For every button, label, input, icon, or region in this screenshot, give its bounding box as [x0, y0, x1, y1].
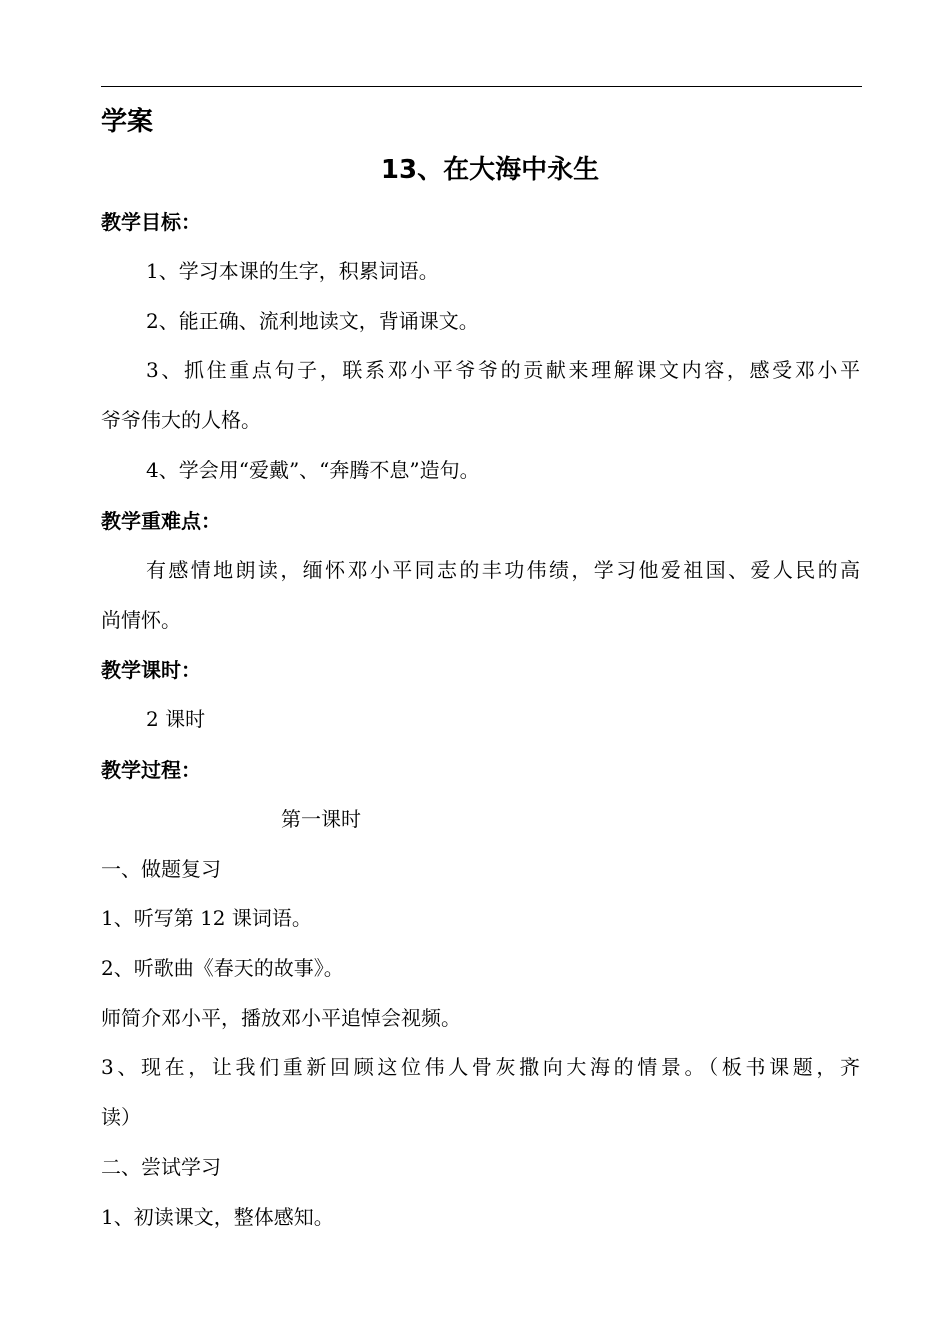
- session-heading: 第一课时: [281, 807, 361, 831]
- goals-heading: 教学目标：: [101, 210, 201, 234]
- goal-item-3-continued: 爷爷伟大的人格。: [101, 408, 261, 432]
- goal-item-2: 2、能正确、流利地读文，背诵课文。: [146, 309, 479, 333]
- process-line-8: 1、初读课文，整体感知。: [101, 1205, 334, 1229]
- process-line-7: 二、尝试学习: [101, 1155, 221, 1179]
- key-points-heading: 教学重难点：: [101, 509, 221, 533]
- process-line-6: 读）: [101, 1105, 141, 1129]
- key-points-line-2: 尚情怀。: [101, 608, 181, 632]
- process-heading: 教学过程：: [101, 758, 201, 782]
- process-line-3: 2、听歌曲《春天的故事》。: [101, 956, 344, 980]
- process-line-1: 一、做题复习: [101, 857, 221, 881]
- page-title: 13、在大海中永生: [380, 155, 600, 185]
- goal-item-1: 1、学习本课的生字，积累词语。: [146, 259, 439, 283]
- goal-item-4: 4、学会用“爱戴”、“奔腾不息”造句。: [146, 458, 480, 482]
- key-points-line-1: 有感情地朗读，缅怀邓小平同志的丰功伟绩，学习他爱祖国、爱人民的高: [146, 558, 860, 582]
- doc-type-label: 学案: [101, 107, 154, 137]
- header-rule: [101, 86, 862, 87]
- goal-item-3: 3、抓住重点句子，联系邓小平爷爷的贡献来理解课文内容，感受邓小平: [146, 358, 860, 382]
- process-line-4: 师简介邓小平，播放邓小平追悼会视频。: [101, 1006, 461, 1030]
- periods-value: 2 课时: [146, 707, 206, 731]
- periods-heading: 教学课时：: [101, 658, 201, 682]
- process-line-5: 3、现在，让我们重新回顾这位伟人骨灰撒向大海的情景。（板书课题，齐: [101, 1055, 860, 1079]
- process-line-2: 1、听写第 12 课词语。: [101, 906, 312, 930]
